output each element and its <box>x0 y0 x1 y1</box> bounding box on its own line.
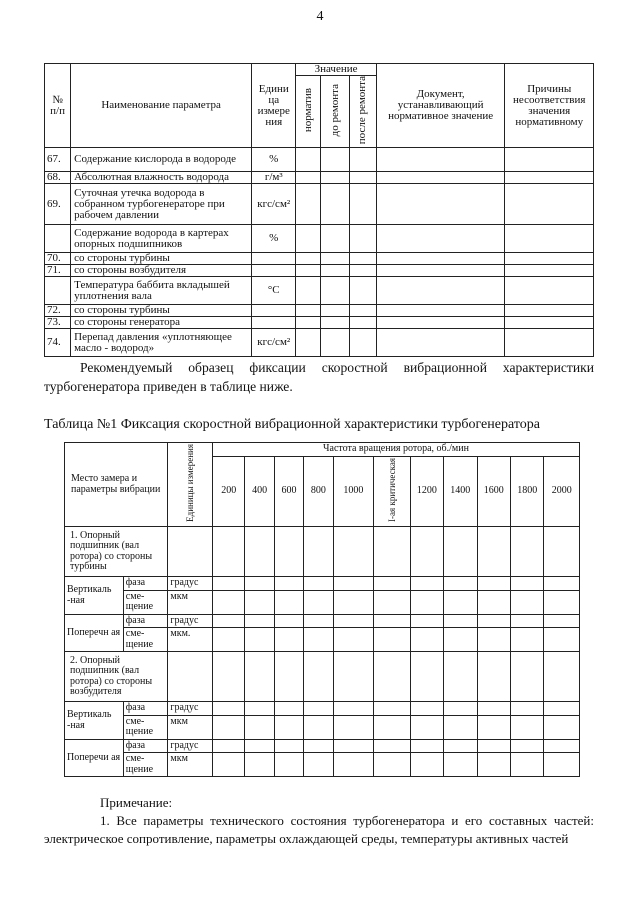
unit-mkm: мкм <box>168 715 213 739</box>
freq-400: 400 <box>245 457 274 527</box>
note-item-1: 1. Все параметры технического состояния турбогенератора и его составных частей: электрическое сопротивление, параметры охлаждающей среды, температуры активных частей <box>44 813 594 846</box>
phase-label: фаза <box>123 614 168 628</box>
col-header-name: Наименование параметра <box>71 64 252 148</box>
freq-2000: 2000 <box>544 457 580 527</box>
col-header-norm <box>296 76 321 148</box>
row-unit <box>252 317 296 329</box>
displacement-label: сме- щение <box>123 753 168 777</box>
freq-1400: 1400 <box>444 457 477 527</box>
row-unit: г/м³ <box>252 172 296 184</box>
table-row <box>45 317 594 329</box>
row-num: 70. <box>45 253 71 265</box>
freq-1200: 1200 <box>410 457 443 527</box>
table-row <box>45 148 594 172</box>
col-header-value-group: Значение <box>296 64 376 76</box>
col-header-after <box>349 76 376 148</box>
row-unit: кгс/см² <box>252 329 296 357</box>
vertical-label: Вертикаль -ная <box>65 702 124 740</box>
row-name: Суточная утечка водорода в собранном турбогенераторе при рабочем давлении <box>71 184 252 225</box>
page-number: 4 <box>316 9 324 24</box>
parameters-table <box>44 63 594 357</box>
row-name: со стороны турбины <box>71 305 252 317</box>
freq-1800: 1800 <box>510 457 543 527</box>
phase-label: фаза <box>123 739 168 753</box>
unit-deg: градус <box>168 614 213 628</box>
row-name: со стороны турбины <box>71 253 252 265</box>
row-name: Перепад давления «уплотняющее масло - водород» <box>71 329 252 357</box>
row-num: 68. <box>45 172 71 184</box>
row-unit <box>252 265 296 277</box>
unit-deg: градус <box>168 577 213 591</box>
col-header-document: Документ, устанавливающий нормативное значение <box>376 64 505 148</box>
table-row <box>45 184 594 225</box>
row-num: 71. <box>45 265 71 277</box>
norm-label: норматив <box>301 88 314 133</box>
note-title: Примечание: <box>100 795 173 810</box>
row-num: 69. <box>45 184 71 225</box>
row-unit: % <box>252 148 296 172</box>
row-name: Содержание кислорода в водороде <box>71 148 252 172</box>
row-num: 72. <box>45 305 71 317</box>
row-num <box>45 277 71 305</box>
before-label: до ремонта <box>328 83 341 137</box>
units-label: Единицы измерения <box>184 444 195 522</box>
row-unit <box>252 305 296 317</box>
vibration-table <box>64 442 580 777</box>
unit-mkm: мкм <box>168 590 213 614</box>
table-row <box>45 253 594 265</box>
row-num: 73. <box>45 317 71 329</box>
row-unit: °С <box>252 277 296 305</box>
table-row <box>45 225 594 253</box>
row-unit: % <box>252 225 296 253</box>
freq-critical <box>374 457 410 527</box>
unit-deg: градус <box>168 702 213 716</box>
freq-600: 600 <box>274 457 303 527</box>
row-name: Содержание водорода в картерах опорных подшипников <box>71 225 252 253</box>
displacement-label: сме- щение <box>123 590 168 614</box>
transverse-label: Поперечн ая <box>65 614 124 652</box>
displacement-label: сме- щение <box>123 715 168 739</box>
row-name: со стороны возбудителя <box>71 265 252 277</box>
col-header-reasons: Причины несоответствия значения нормативному <box>505 64 594 148</box>
critical-label: I-ая критическая <box>386 458 397 522</box>
row-name: Температура баббита вкладышей уплотнения вала <box>71 277 252 305</box>
phase-label: фаза <box>123 702 168 716</box>
row-num: 67. <box>45 148 71 172</box>
bearing1-label: 1. Опорный подшипник (вал ротора) со стороны турбины <box>65 527 168 577</box>
header-units <box>168 443 213 527</box>
displacement-label: сме- щение <box>123 628 168 652</box>
bearing2-label: 2. Опорный подшипник (вал ротора) со стороны возбудителя <box>65 652 168 702</box>
row-num <box>45 225 71 253</box>
after-label: после ремонта <box>356 76 369 145</box>
header-frequency: Частота вращения ротора, об./мин <box>212 443 579 457</box>
table-row <box>45 265 594 277</box>
table-row <box>45 305 594 317</box>
transverse-label: Поперечи ая <box>65 739 124 777</box>
table2-caption: Таблица №1 Фиксация скоростной вибрационной характеристики турбогенератора <box>44 417 540 432</box>
row-name: Абсолютная влажность водорода <box>71 172 252 184</box>
freq-1600: 1600 <box>477 457 510 527</box>
unit-mkm: мкм <box>168 753 213 777</box>
header-place: Место замера и параметры вибрации <box>65 443 168 527</box>
row-unit: кгс/см² <box>252 184 296 225</box>
freq-1000: 1000 <box>333 457 374 527</box>
table-row <box>45 277 594 305</box>
freq-200: 200 <box>212 457 244 527</box>
table-row <box>45 329 594 357</box>
col-header-before <box>321 76 349 148</box>
row-name: со стороны генератора <box>71 317 252 329</box>
col-header-num: № п/п <box>45 64 71 148</box>
unit-deg: градус <box>168 739 213 753</box>
unit-mkm: мкм. <box>168 628 213 652</box>
freq-800: 800 <box>304 457 333 527</box>
intro-paragraph: Рекомендуемый образец фиксации скоростной вибрационной характеристики турбогенератора приведен в таблице ниже. <box>44 360 594 394</box>
row-unit <box>252 253 296 265</box>
phase-label: фаза <box>123 577 168 591</box>
col-header-unit: Едини ца измере ния <box>252 64 296 148</box>
row-num: 74. <box>45 329 71 357</box>
vertical-label: Вертикаль -ная <box>65 577 124 615</box>
table-row <box>45 172 594 184</box>
